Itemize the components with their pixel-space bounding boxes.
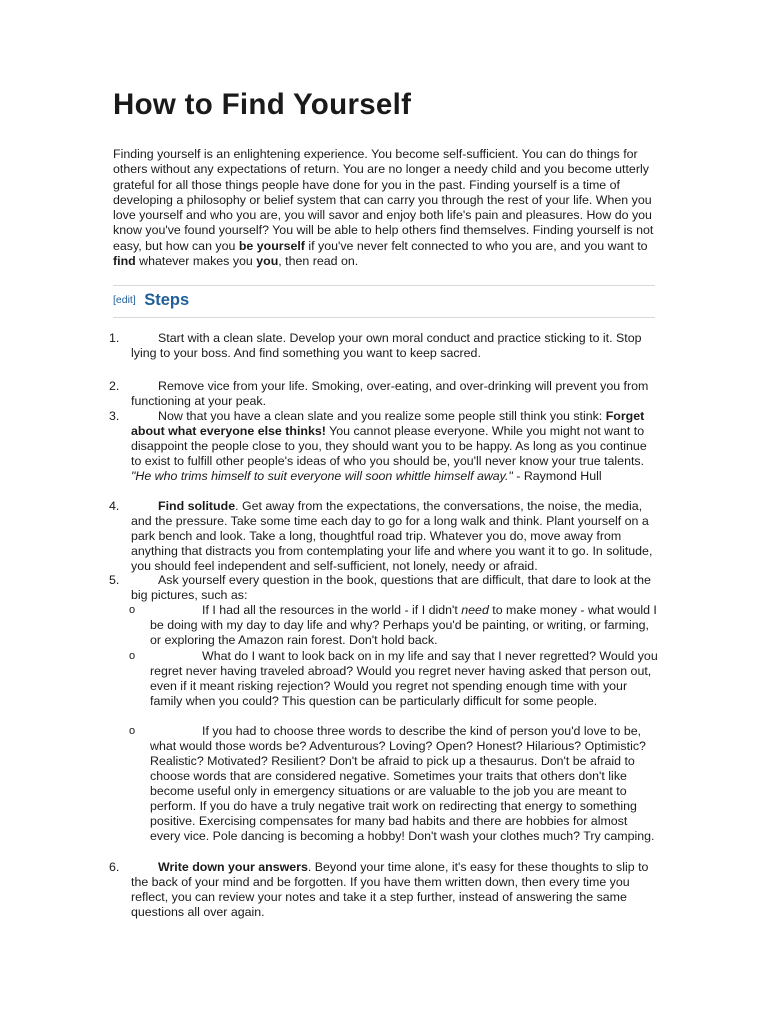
step-number: 6.	[109, 860, 120, 874]
intro-text: if you've never felt connected to who you are, and you want to	[304, 238, 648, 253]
edit-link[interactable]: [edit]	[113, 294, 136, 306]
body-text: . Get away from the expectations, the conversations, the noise, the media, and the pressure. Take some time each day to go for a long walk and think. Plant yourself on a park bench and look. Take a long, thoughtful road trip. Whatever you do, move away from anything that distracts you from contemplating your life and where you want it to go. In solitude, you should feel independent and self-sufficient, not lonely, needy or afraid.	[131, 499, 653, 573]
step-text	[131, 860, 655, 920]
body-text: You cannot please everyone. While you might not want to disappoint the people close to you, they should want you to be happy. As long as you continue to exist to fulfill other people's ideas of who you should be, you'll never know your true talents.	[131, 424, 647, 468]
section-title: Steps	[144, 291, 190, 309]
step-text	[131, 499, 655, 574]
intro-emphasis: you	[256, 254, 279, 269]
sub-question-text	[150, 724, 660, 844]
body-text: . Beyond your time alone, it's easy for these thoughts to slip to the back of your mind and be forgotten. If you have them written down, then every time you reflect, you can review your notes and take it a step further, instead of answering the same questions all over again.	[131, 860, 649, 919]
step-number: 3.	[109, 409, 120, 423]
emphasis-text: Forget about what everyone else thinks!	[131, 409, 645, 438]
step-text	[131, 331, 655, 361]
bullet-icon: o	[129, 650, 136, 662]
intro-text: Finding yourself is an enlightening experience. You become self-sufficient. You can do things for others without any expectations of return. You are no longer a needy child and you become utterly grateful for all those things people have done for you in the past. Finding yourself is a time of developing a philosophy or belief system that can carry you through the rest of your life. When you love yourself and who you are, you will savor and enjoy both life's pain and pleasures. How do you know you've found yourself? You will be able to help others find themselves. Finding yourself is not easy, but how can you	[113, 147, 654, 253]
step-number: 2.	[109, 379, 120, 393]
bullet-icon: o	[129, 725, 136, 737]
step-number: 1.	[109, 331, 120, 345]
body-text: - Raymond Hull	[512, 469, 602, 483]
step-text	[131, 573, 655, 603]
body-text: Start with a clean slate. Develop your own moral conduct and practice sticking to it. Stop lying to your boss. And find something you want to keep sacred.	[131, 331, 642, 360]
intro-text: whatever makes you	[135, 254, 257, 269]
bullet-icon: o	[129, 604, 136, 616]
sub-question-text	[150, 603, 660, 648]
body-text: to make money - what would I be doing with my day to day life and why? Perhaps you'd be painting, or writing, or farming, or exploring the Amazon rain forest. Don't hold back.	[150, 603, 657, 647]
section-divider-top	[113, 285, 655, 286]
section-divider-bottom	[113, 317, 655, 318]
body-text: Now that you have a clean slate and you realize some people still think you stink:	[158, 409, 606, 423]
body-text: Ask yourself every question in the book, questions that are difficult, that dare to look at the big pictures, such as:	[131, 573, 651, 602]
step-text	[131, 409, 655, 484]
step-text	[131, 379, 655, 409]
intro-emphasis: find	[113, 254, 136, 269]
emphasis-text: Write down your answers	[158, 860, 308, 874]
body-text: What do I want to look back on in my life and say that I never regretted? Would you regret never having traveled abroad? Would you regret never having asked that person out, even if it meant risking rejection? Would you regret not spending enough time with your family when you could? This question can be particularly difficult for some people.	[150, 649, 658, 708]
section-heading	[113, 291, 189, 310]
body-text: If I had all the resources in the world - if I didn't	[202, 603, 462, 617]
italic-text: need	[461, 603, 489, 617]
body-text: Remove vice from your life. Smoking, over-eating, and over-drinking will prevent you from functioning at your peak.	[131, 379, 649, 408]
emphasis-text: Find solitude	[158, 499, 236, 513]
intro-paragraph	[113, 147, 658, 269]
article-title: How to Find Yourself	[113, 88, 412, 121]
intro-text: , then read on.	[278, 254, 359, 269]
intro-emphasis: be yourself	[238, 238, 305, 253]
step-number: 5.	[109, 573, 120, 587]
italic-text: "He who trims himself to suit everyone will soon whittle himself away."	[131, 469, 513, 483]
step-number: 4.	[109, 499, 120, 513]
body-text: If you had to choose three words to describe the kind of person you'd love to be, what would those words be? Adventurous? Loving? Open? Honest? Hilarious? Optimistic? Realistic? Motivated? Resilient? Don't be afraid to pick up a thesaurus. Don't be afraid to choose words that are considered negative. Sometimes your traits that others don't like become useful only in emergency situations or are valuable to the job you are meant to perform. If you do have a truly negative trait work on redirecting that energy to something positive. Exercising compensates for many bad habits and there are hobbies for almost every vice. Pole dancing is becoming a hobby! Don't wash your clothes much? Try camping.	[150, 724, 655, 843]
sub-question-text	[150, 649, 660, 709]
